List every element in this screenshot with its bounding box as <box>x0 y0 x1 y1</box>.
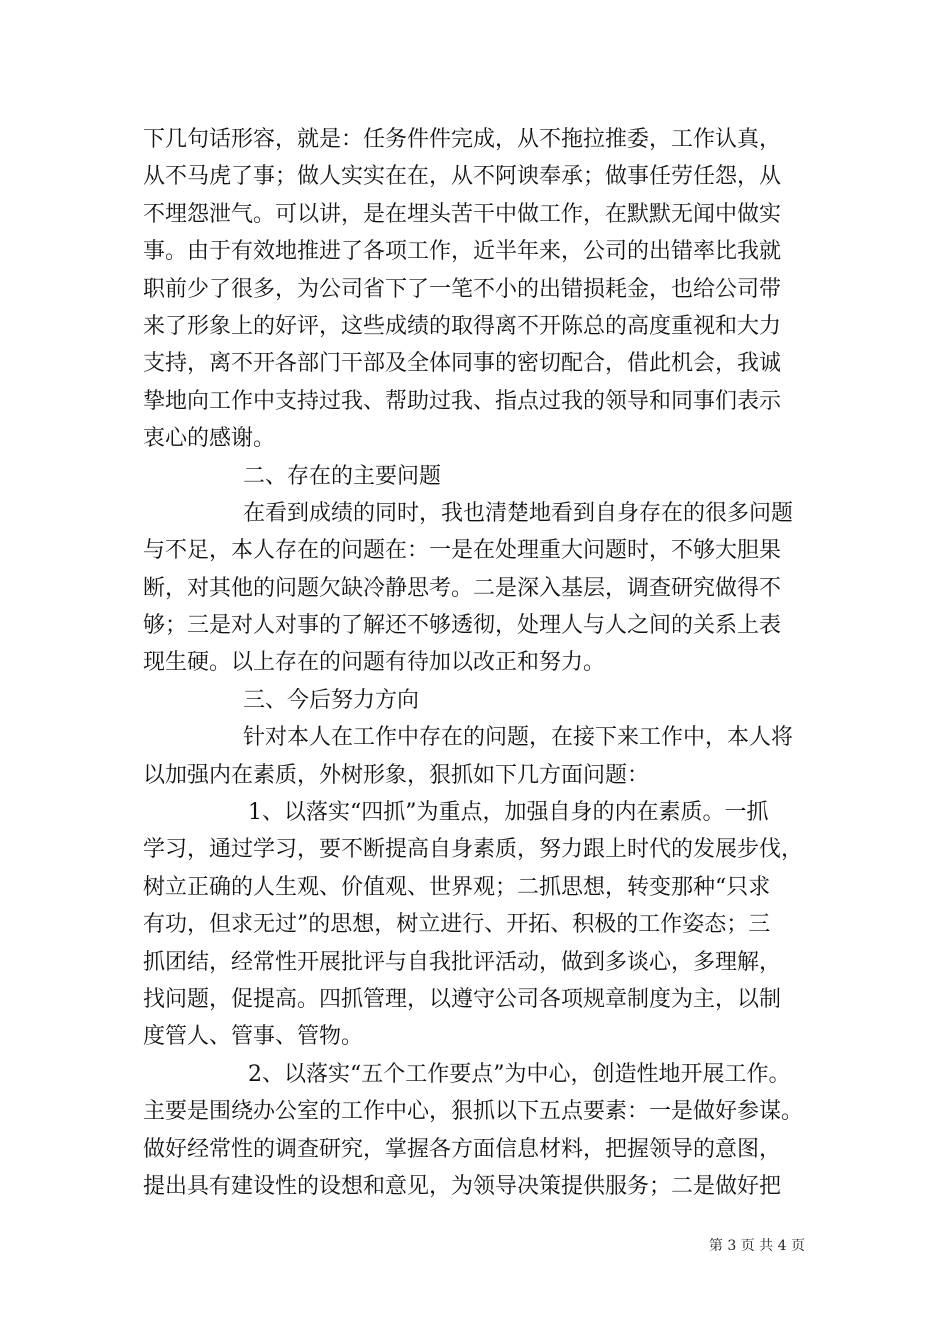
body-line: 抓团结，经常性开展批评与自我批评活动，做到多谈心，多理解， <box>143 949 782 975</box>
body-line: 下几句话形容，就是：任务件件完成，从不拖拉推委，工作认真， <box>143 127 782 152</box>
body-line: 与不足，本人存在的问题在：一是在处理重大问题时，不够大胆果 <box>143 538 782 564</box>
body-line: 事。由于有效地推进了各项工作，近半年来，公司的出错率比我就 <box>143 239 782 265</box>
body-line: 够；三是对人对事的了解还不够透彻，处理人与人之间的关系上表 <box>143 613 782 639</box>
body-line: 有功，但求无过”的思想，树立进行、开拓、积极的工作姿态；三 <box>143 912 771 938</box>
list-item-start-line: 2、以落实“五个工作要点”为中心，创造性地开展工作。 <box>248 1061 791 1087</box>
body-line: 断，对其他的问题欠缺冷静思考。二是深入基层，调查研究做得不 <box>143 575 782 601</box>
body-line: 以加强内在素质，外树形象，狠抓如下几方面问题： <box>143 762 650 788</box>
body-line: 学习，通过学习，要不断提高自身素质，努力跟上时代的发展步伐， <box>143 837 804 863</box>
body-line: 职前少了很多，为公司省下了一笔不小的出错损耗金，也给公司带 <box>143 276 782 302</box>
section-heading: 二、存在的主要问题 <box>243 463 442 489</box>
body-line: 从不马虎了事；做人实实在在，从不阿谀奉承；做事任劳任怨，从 <box>143 164 782 190</box>
body-line: 挚地向工作中支持过我、帮助过我、指点过我的领导和同事们表示 <box>143 388 782 414</box>
body-line: 支持，离不开各部门干部及全体同事的密切配合，借此机会，我诚 <box>143 351 782 377</box>
body-line: 现生硬。以上存在的问题有待加以改正和努力。 <box>143 650 606 676</box>
body-line: 提出具有建设性的设想和意见，为领导决策提供服务；二是做好把 <box>143 1173 782 1199</box>
document-body <box>143 121 823 1205</box>
list-item-start-line: 1、以落实“四抓”为重点，加强自身的内在素质。一抓 <box>248 800 769 826</box>
body-line: 度管人、管事、管物。 <box>143 1024 364 1050</box>
body-line: 来了形象上的好评，这些成绩的取得离不开陈总的高度重视和大力 <box>143 313 782 339</box>
paragraph-start-line: 在看到成绩的同时，我也清楚地看到自身存在的很多问题 <box>243 500 794 526</box>
body-line: 树立正确的人生观、价值观、世界观；二抓思想，转变那种“只求 <box>143 874 771 900</box>
body-line: 做好经常性的调查研究，掌握各方面信息材料，把握领导的意图， <box>143 1136 782 1162</box>
body-line: 主要是围绕办公室的工作中心，狠抓以下五点要素：一是做好参谋。 <box>143 1099 804 1125</box>
paragraph-start-line: 针对本人在工作中存在的问题，在接下来工作中，本人将 <box>243 725 794 751</box>
body-line: 不埋怨泄气。可以讲，是在埋头苦干中做工作，在默默无闻中做实 <box>143 201 782 227</box>
section-heading: 三、今后努力方向 <box>243 687 420 713</box>
page-number-footer: 第 3 页 共 4 页 <box>708 1238 805 1254</box>
body-line: 衷心的感谢。 <box>143 426 276 452</box>
body-line: 找问题，促提高。四抓管理，以遵守公司各项规章制度为主，以制 <box>143 986 782 1012</box>
